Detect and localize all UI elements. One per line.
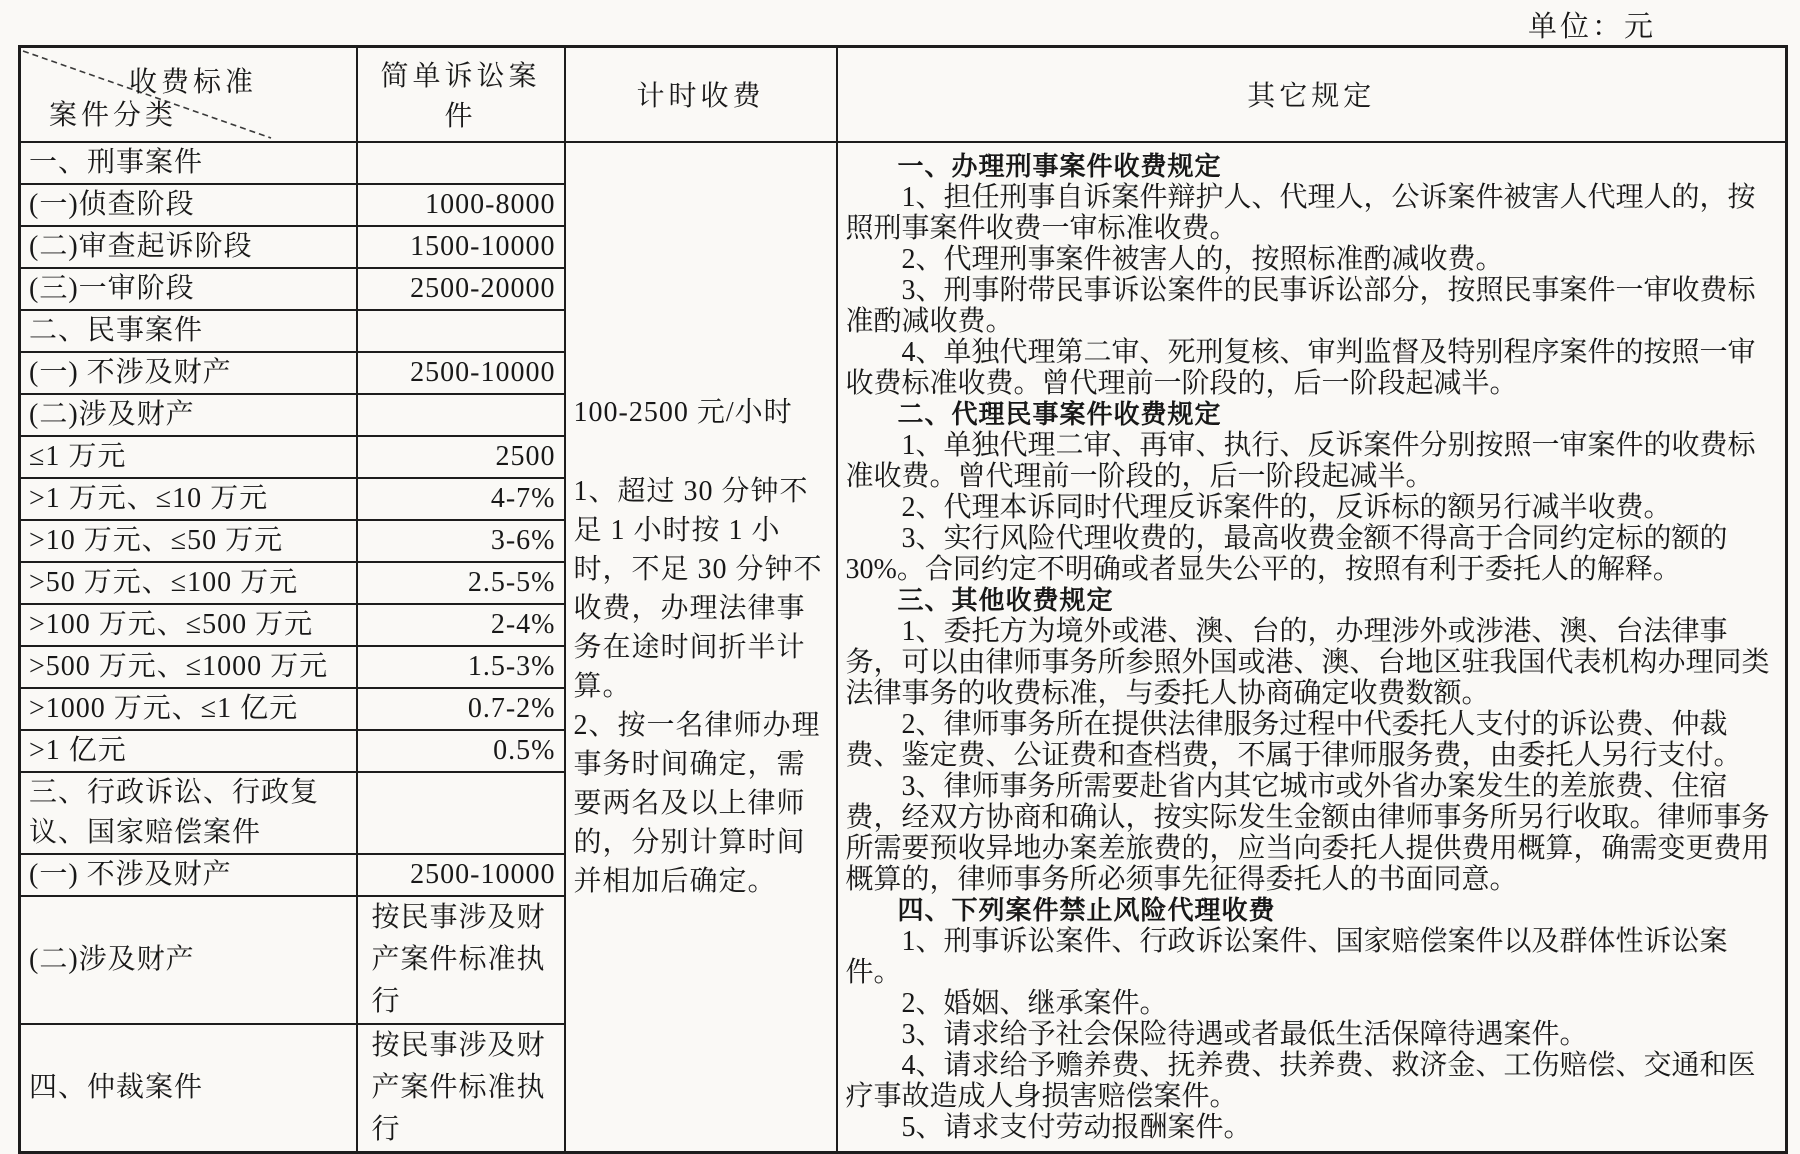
section-item: 2、律师事务所在提供法律服务过程中代委托人支付的诉讼费、仲裁费、鉴定费、公证费和查档费，不属于律师服务费，由委托人另行支付。: [845, 708, 1742, 771]
corner-label-fee-standard: 收费标准: [129, 67, 258, 98]
section-item: 4、请求给予赡养费、抚养费、扶养费、救济金、工伤赔偿、交通和医疗事故造成人身损害赔偿案件。: [845, 1049, 1756, 1112]
section-heading: 三、其他收费规定: [897, 585, 1114, 615]
value-cell: 3-6%: [357, 520, 565, 562]
category-cell: 四、仲裁案件: [20, 1024, 357, 1153]
header-hourly: 计时收费: [565, 47, 837, 142]
section-item: 2、代理刑事案件被害人的，按照标准酌减收费。: [901, 243, 1504, 275]
section: [846, 895, 1778, 1143]
category-cell: 三、行政诉讼、行政复议、国家赔偿案件: [20, 772, 357, 854]
table-row: [20, 142, 1787, 184]
section-heading: 一、办理刑事案件收费规定: [897, 151, 1222, 181]
section-item: 3、律师事务所需要赴省内其它城市或外省办案发生的差旅费、住宿费，经双方协商和确认，按实际发生金额由律师事务所另行收取。律师事务所需要预收异地办案差旅费的，应当向委托人提供费用概算，确需变更费用概算的，律师事务所必须事先征得委托人的书面同意。: [845, 770, 1770, 895]
value-cell: 0.5%: [357, 730, 565, 772]
category-cell: (三)一审阶段: [20, 268, 357, 310]
hourly-note: 2、按一名律师办理事务时间确定，需要两名及以上律师的，分别计算时间并相加后确定。: [573, 709, 821, 897]
category-cell: >500 万元、≤1000 万元: [20, 646, 357, 688]
category-cell: 一、刑事案件: [20, 142, 357, 184]
value-cell: 2.5-5%: [357, 562, 565, 604]
section-item: 3、请求给予社会保险待遇或者最低生活保障待遇案件。: [901, 1018, 1588, 1050]
other-rules-cell: [837, 142, 1787, 1153]
header-simple-cases: 简单诉讼案件: [357, 47, 565, 142]
section-item: 1、担任刑事自诉案件辩护人、代理人，公诉案件被害人代理人的，按照刑事案件收费一审标准收费。: [845, 181, 1756, 244]
section-heading: 二、代理民事案件收费规定: [897, 399, 1222, 429]
category-cell: (一) 不涉及财产: [20, 854, 357, 896]
section-item: 1、刑事诉讼案件、行政诉讼案件、国家赔偿案件以及群体性诉讼案件。: [845, 925, 1728, 988]
category-cell: (二)涉及财产: [20, 896, 357, 1024]
category-cell: (一) 不涉及财产: [20, 352, 357, 394]
header-other: 其它规定: [837, 47, 1787, 142]
section-item: 5、请求支付劳动报酬案件。: [901, 1111, 1252, 1143]
section: [846, 399, 1778, 585]
value-cell: [357, 394, 565, 436]
value-cell: 4-7%: [357, 478, 565, 520]
category-cell: (一)侦查阶段: [20, 184, 357, 226]
section-item: 3、刑事附带民事诉讼案件的民事诉讼部分，按照民事案件一审收费标准酌减收费。: [845, 274, 1756, 337]
header-row: [20, 47, 1787, 142]
value-cell: 2-4%: [357, 604, 565, 646]
value-cell: 1.5-3%: [357, 646, 565, 688]
section-item: 2、代理本诉同时代理反诉案件的，反诉标的额另行减半收费。: [901, 491, 1672, 523]
corner-cell: [20, 47, 357, 142]
hourly-fee-cell: [565, 142, 837, 1153]
hourly-rate: 100-2500 元/小时: [573, 396, 793, 428]
hourly-note: 1、超过 30 分钟不足 1 小时按 1 小时，不足 30 分钟不收费，办理法律事务在途时间折半计算。: [573, 475, 823, 702]
category-cell: (二)涉及财产: [20, 394, 357, 436]
value-cell: [357, 772, 565, 854]
section: [846, 585, 1778, 895]
category-cell: >1000 万元、≤1 亿元: [20, 688, 357, 730]
value-cell: [357, 310, 565, 352]
category-cell: >100 万元、≤500 万元: [20, 604, 357, 646]
section-item: 2、婚姻、继承案件。: [901, 987, 1168, 1019]
value-cell: 1000-8000: [357, 184, 565, 226]
section: [846, 151, 1778, 399]
fee-table: [18, 45, 1788, 1154]
section-item: 3、实行风险代理收费的，最高收费金额不得高于合同约定标的额的 30%。合同约定不明确或者显失公平的，按照有利于委托人的解释。: [845, 522, 1728, 585]
value-cell: 按民事涉及财产案件标准执行: [357, 1024, 565, 1153]
category-cell: ≤1 万元: [20, 436, 357, 478]
category-cell: 二、民事案件: [20, 310, 357, 352]
value-cell: [357, 142, 565, 184]
value-cell: 0.7-2%: [357, 688, 565, 730]
value-cell: 2500-10000: [357, 854, 565, 896]
section-item: 1、委托方为境外或港、澳、台的，办理涉外或涉港、澳、台法律事务，可以由律师事务所参照外国或港、澳、台地区驻我国代表机构办理同类法律事务的收费标准，与委托人协商确定收费数额。: [845, 615, 1770, 709]
section-item: 1、单独代理二审、再审、执行、反诉案件分别按照一审案件的收费标准收费。曾代理前一阶段的，后一阶段起减半。: [845, 429, 1756, 492]
category-cell: >1 亿元: [20, 730, 357, 772]
value-cell: 按民事涉及财产案件标准执行: [357, 896, 565, 1024]
value-cell: 2500-20000: [357, 268, 565, 310]
category-cell: >1 万元、≤10 万元: [20, 478, 357, 520]
value-cell: 2500-10000: [357, 352, 565, 394]
value-cell: 2500: [357, 436, 565, 478]
value-cell: 1500-10000: [357, 226, 565, 268]
section-heading: 四、下列案件禁止风险代理收费: [897, 895, 1276, 925]
category-cell: >50 万元、≤100 万元: [20, 562, 357, 604]
corner-label-case-category: 案件分类: [49, 99, 178, 131]
unit-label: 单位：元: [1528, 11, 1657, 43]
category-cell: (二)审查起诉阶段: [20, 226, 357, 268]
section-item: 4、单独代理第二审、死刑复核、审判监督及特别程序案件的按照一审收费标准收费。曾代理前一阶段的，后一阶段起减半。: [845, 336, 1756, 399]
category-cell: >10 万元、≤50 万元: [20, 520, 357, 562]
